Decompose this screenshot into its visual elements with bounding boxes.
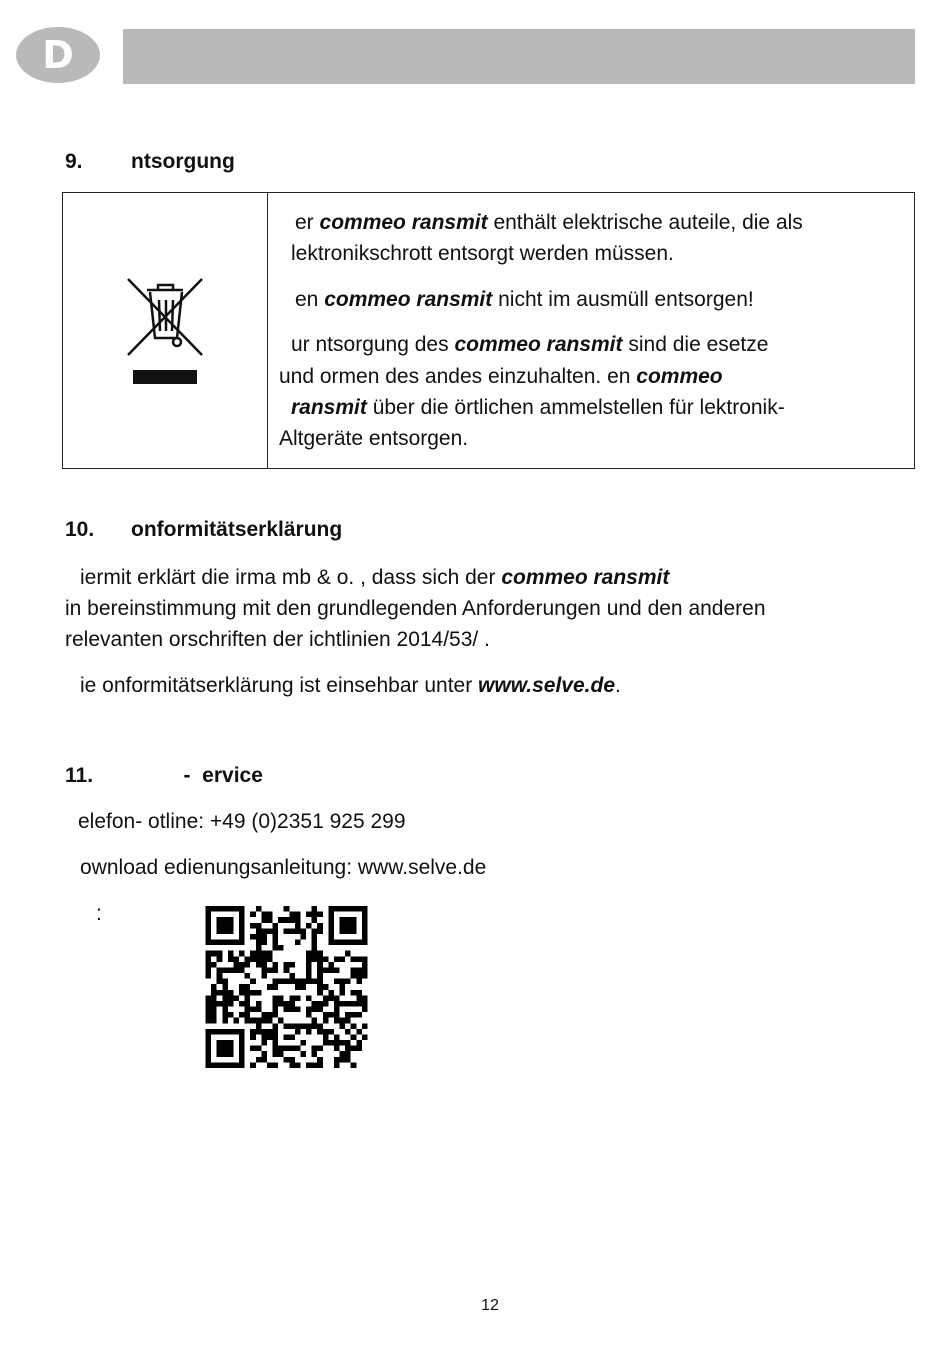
selve-link[interactable]: www.selve.de <box>478 674 615 697</box>
disposal-para-3-line-4: Altgeräte entsorgen. <box>279 427 469 450</box>
section-9-heading <box>65 150 235 174</box>
section-number: 10. <box>65 518 95 541</box>
section-title: onformitätserklärung <box>131 518 343 541</box>
header-bar <box>123 29 915 84</box>
disposal-para-3-line-1: ur ntsorgung des commeo ransmit sind die esetze <box>291 333 769 356</box>
section-11-heading <box>65 764 263 788</box>
language-badge <box>16 27 100 83</box>
disposal-para-2: en commeo ransmit nicht im ausmüll entsorgen! <box>295 288 754 311</box>
section-10-heading <box>65 518 342 542</box>
conformity-line-3: relevanten orschriften der ichtlinien 2014/53/ . <box>65 628 490 651</box>
crossed-bin-icon <box>125 276 205 358</box>
section-title: - ervice <box>131 764 263 787</box>
disposal-icon-cell <box>63 193 268 468</box>
conformity-line-1: iermit erklärt die irma mb & o. , dass sich der commeo ransmit <box>80 566 670 589</box>
disposal-para-3-line-2: und ormen des andes einzuhalten. en commeo <box>279 365 723 388</box>
disposal-para-1-line-2: lektronikschrott entsorgt werden müssen. <box>291 242 674 265</box>
qr-label: : <box>96 902 102 925</box>
section-number: 11. <box>65 764 94 787</box>
section-number: 9. <box>65 150 83 173</box>
conformity-line-2: in bereinstimmung mit den grundlegenden Anforderungen und den anderen <box>65 597 766 620</box>
hotline-line: elefon- otline: +49 (0)2351 925 299 <box>78 810 406 833</box>
page-number: 12 <box>481 1297 499 1314</box>
section-title: ntsorgung <box>131 150 235 173</box>
disposal-box <box>62 192 915 469</box>
language-badge-label: D <box>42 33 74 77</box>
conformity-link-line: ie onformitätserklärung ist einsehbar unter www.selve.de. <box>80 674 621 697</box>
download-line: ownload edienungsanleitung: www.selve.de <box>80 856 487 879</box>
weee-bar <box>133 370 197 384</box>
disposal-para-1-line-1: er commeo ransmit enthält elektrische auteile, die als <box>295 211 803 234</box>
qr-code-icon[interactable] <box>205 906 368 1068</box>
disposal-para-3-line-3: ransmit über die örtlichen ammelstellen für lektronik- <box>291 396 785 419</box>
